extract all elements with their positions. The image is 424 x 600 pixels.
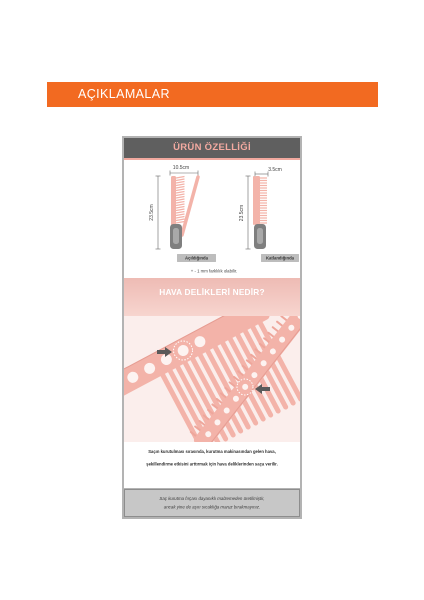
description-line-2: şekillendirme etkisini arttırmak için hava deliklerinden saça verilir.: [146, 461, 278, 467]
warning-background: [125, 490, 300, 517]
section-banner: [47, 82, 378, 107]
closed-comb-cover: [253, 176, 255, 225]
dimensions-drawing: [124, 160, 300, 278]
open-comb-illustration: [170, 176, 198, 249]
product-info-card: [122, 136, 302, 519]
closed-height-label: 23.5cm: [239, 204, 245, 222]
product-features-header: ÜRÜN ÖZELLİĞİ: [124, 138, 300, 158]
open-comb-handle-grip: [173, 228, 179, 244]
air-holes-description: [124, 442, 300, 488]
closed-caption: Katlandığında: [265, 255, 295, 261]
open-width-label: 10.5cm: [172, 165, 190, 171]
open-comb-teeth: [176, 177, 185, 224]
banner-title: AÇIKLAMALAR: [78, 87, 170, 101]
closed-comb-illustration: [253, 176, 267, 249]
description-text: [124, 442, 300, 488]
air-holes-title: HAVA DELİKLERİ NEDİR?: [159, 287, 265, 297]
warning-drawing: [124, 489, 300, 517]
open-height-label: 23.5cm: [149, 204, 155, 221]
air-holes-illustration: [124, 316, 300, 442]
closed-comb-handle-grip: [257, 228, 263, 244]
closed-width-label: 3.5cm: [268, 167, 282, 173]
dimensions-panel: [124, 160, 300, 278]
warning-line-2: ancak yine de aşırı sıcaklığa maruz bırakmayınız.: [163, 504, 261, 510]
open-comb-spine: [171, 176, 176, 226]
closed-comb-spine: [255, 176, 260, 226]
tolerance-note: + - 1 mm farklılık olabilir.: [190, 268, 238, 274]
air-holes-title-band: [124, 278, 300, 316]
air-holes-drawing: [124, 316, 300, 442]
closed-comb-teeth: [260, 178, 267, 223]
description-line-1: Saçın kurutulması sırasında, kurutma makinasından gelen hava,: [148, 449, 276, 454]
heat-warning-box: [124, 489, 300, 517]
open-caption: Açıldığında: [185, 255, 208, 261]
warning-line-1: Saç kurutma fırçası dayanıklı malzemeden üretilmiştir,: [159, 496, 265, 501]
